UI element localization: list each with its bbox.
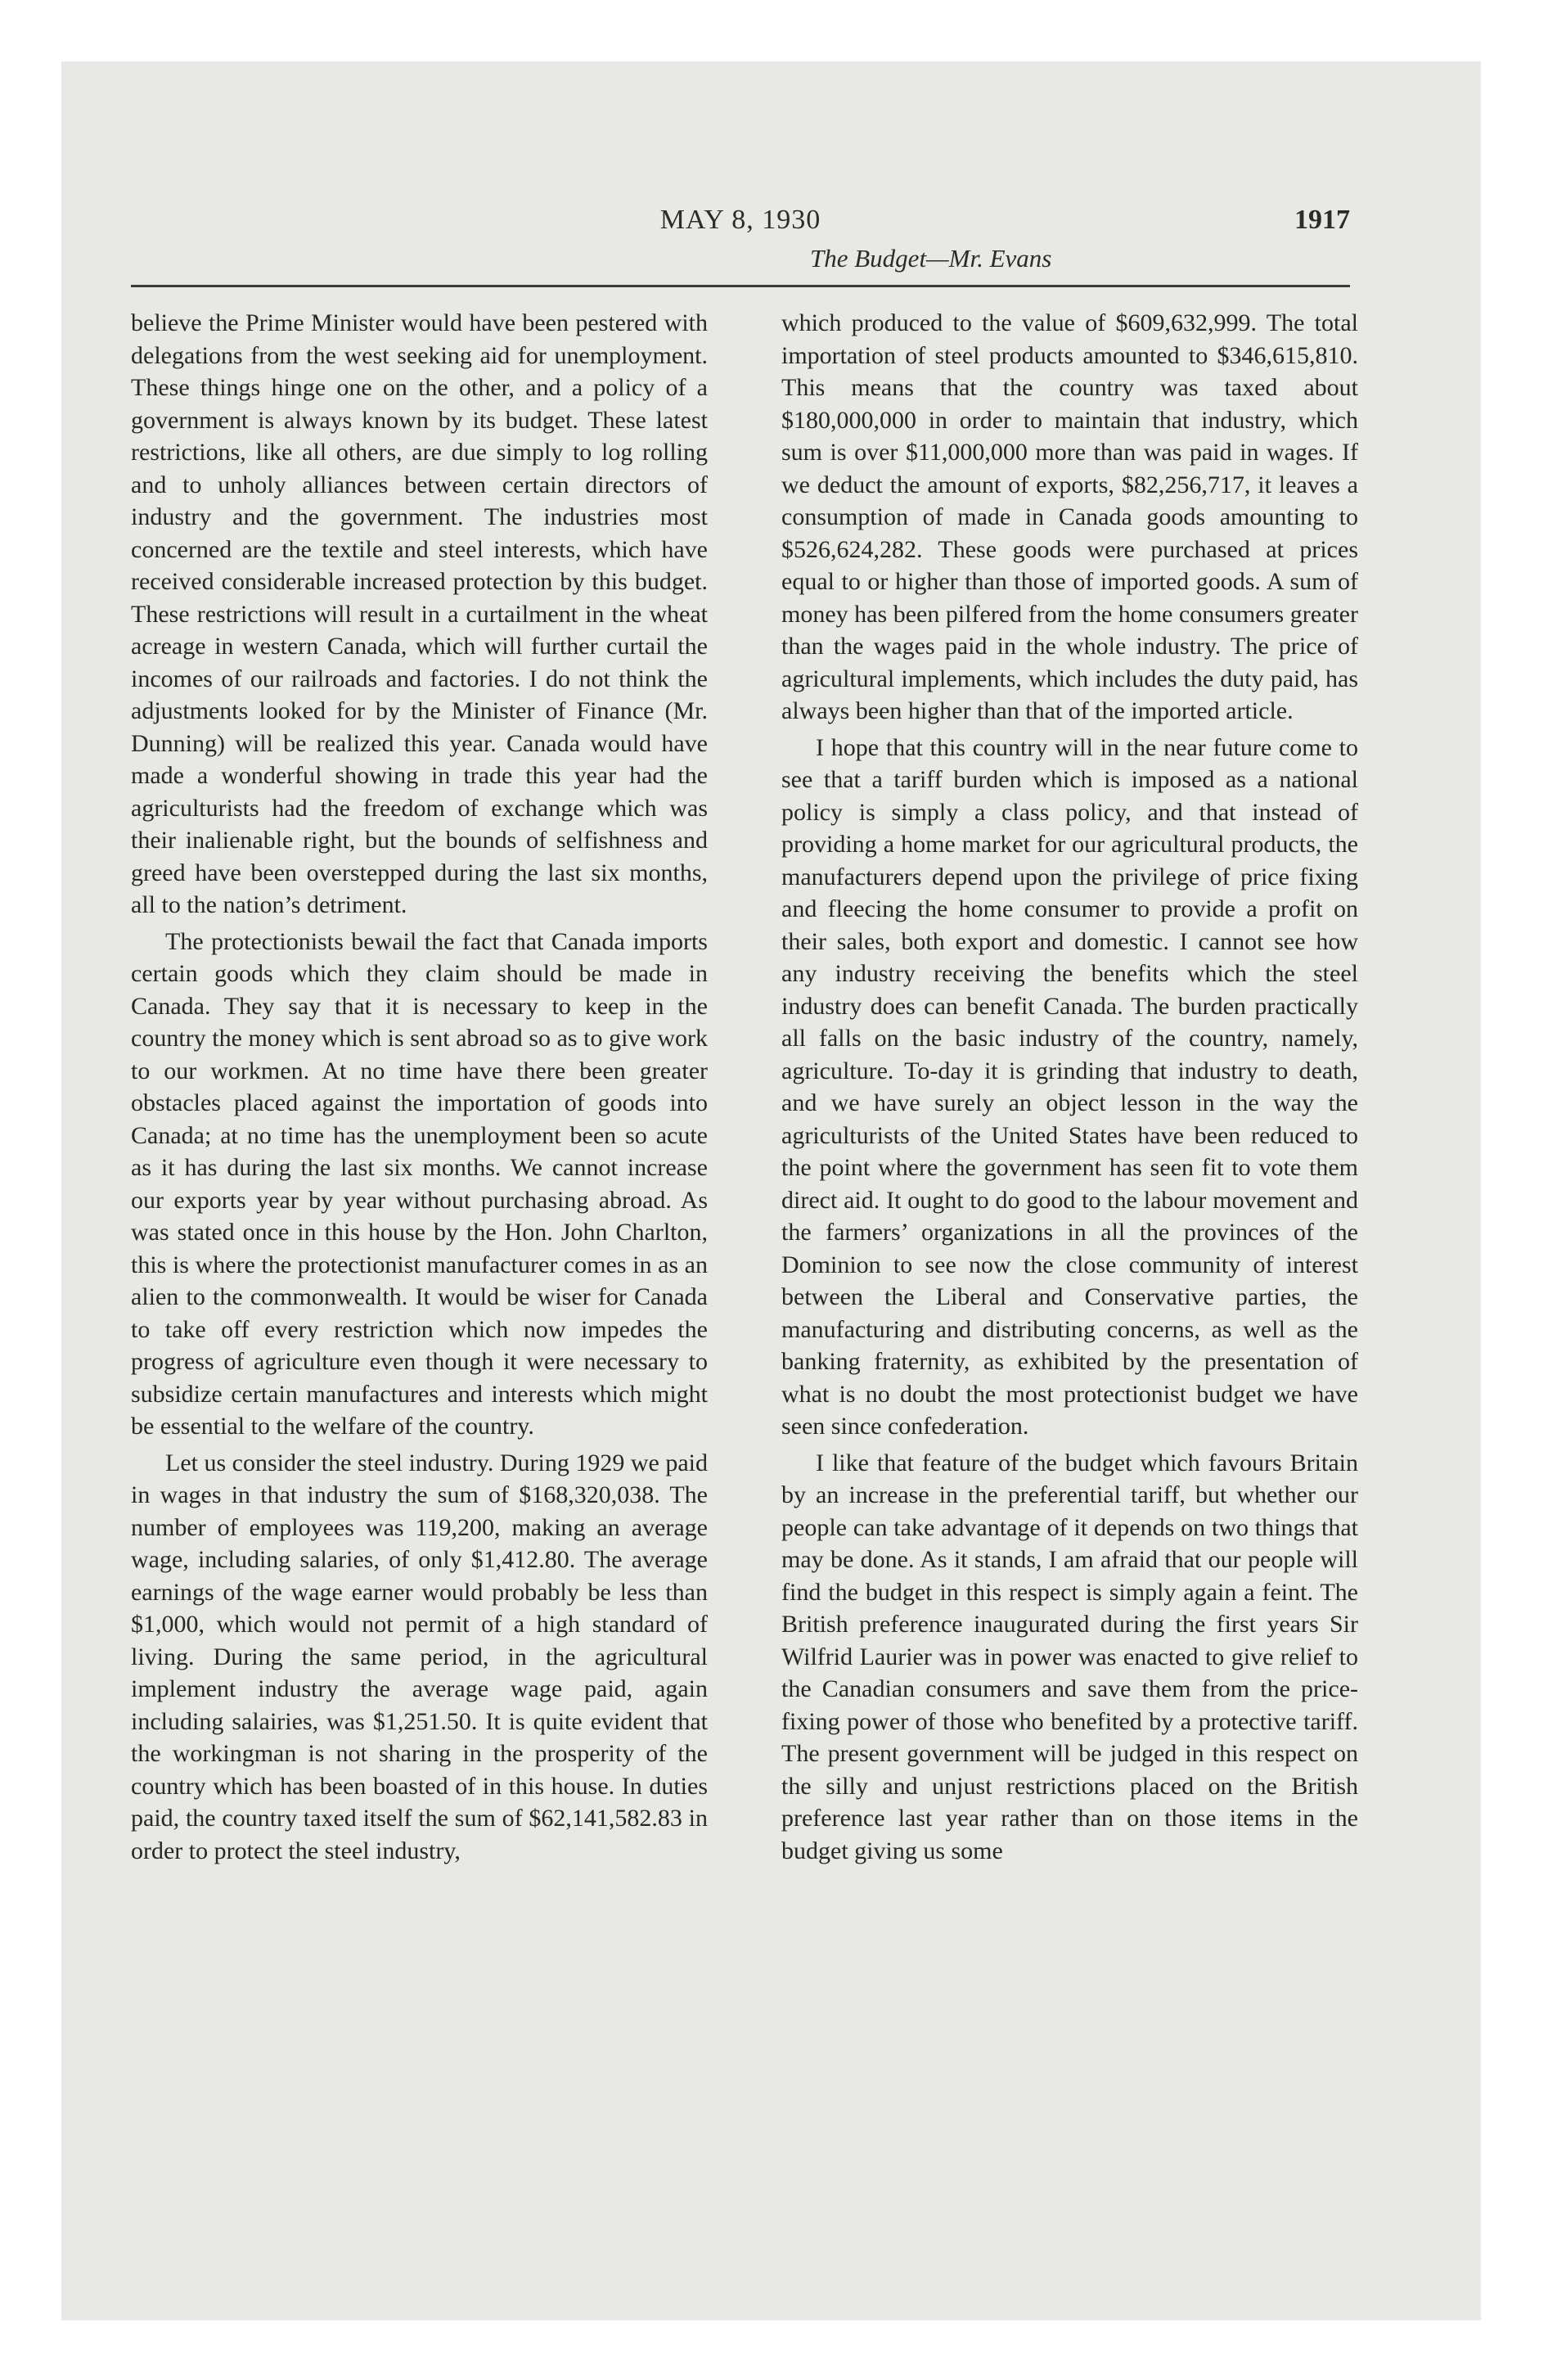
page-date: MAY 8, 1930 [659, 205, 821, 235]
paragraph: I hope that this country will in the near future come to see that a tariff burden which is imposed as a national policy is simply a class policy, and that instead of providing a home market for our agricultural products, the manufacturers depend upon the privilege of price fixing and fleecing the home consumer to provide a profit on their sales, both export and domestic. I cannot see how any industry receiving the benefits which the steel industry does can benefit Canada. The burden practically all falls on the basic industry of the country, namely, agriculture. To-day it is grinding that industry to death, and we have surely an object lesson in the way the agriculturists of the United States have been reduced to the point where the government has seen fit to vote them direct aid. It ought to do good to the labour movement and the farmers’ organizations in all the provinces of the Dominion to see now the close community of interest between the Liberal and Conservative parties, the manufacturing and distributing concerns, as well as the banking fraternity, as exhibited by the presentation of what is no doubt the most protectionist budget we have seen since confederation. [781, 733, 1358, 1440]
paragraph: believe the Prime Minister would have been pestered with delegations from the west seeking aid for unemployment. These things hinge one on the other, and a policy of a government is always known by its budget. These latest restrictions, like all others, are due simply to log rolling and to unholy alliances between certain directors of industry and the government. The industries most concerned are the textile and steel interests, which have received considerable increased protection by this budget. These restrictions will result in a curtailment in the wheat acreage in western Canada, which will further curtail the incomes of our railroads and factories. I do not think the adjustments looked for by the Minister of Finance (Mr. Dunning) will be realized this year. Canada would have made a wonderful showing in trade this year had the agriculturists had the freedom of exchange which was their inalienable right, but the bounds of selfishness and greed have been overstepped during the last six months, all to the nation’s detriment. [131, 309, 708, 918]
left-column [131, 307, 708, 1867]
paragraph: which produced to the value of $609,632,999. The total importation of steel products amounted to $346,615,810. This means that the country was taxed about $180,000,000 in order to maintain that industry, which sum is over $11,000,000 more than was paid in wages. If we deduct the amount of exports, $82,256,717, it leaves a consumption of made in Canada goods amounting to $526,624,282. These goods were purchased at prices equal to or higher than those of imported goods. A sum of money has been pilfered from the home consumers greater than the wages paid in the whole industry. The price of agricultural implements, which includes the duty paid, has always been higher than that of the imported article. [781, 309, 1358, 724]
page-number: 1917 [1294, 205, 1350, 235]
right-column [781, 307, 1358, 1867]
paragraph: Let us consider the steel industry. During 1929 we paid in wages in that industry the sum of $168,320,038. The number of employees was 119,200, making an average wage, including salaries, of only $1,412.80. The average earnings of the wage earner would probably be less than $1,000, which would not permit of a high standard of living. During the same period, in the agricultural implement industry the average wage paid, again including salairies, was $1,251.50. It is quite evident that the workingman is not sharing in the prosperity of the country which has been boasted of in this house. In duties paid, the country taxed itself the sum of $62,141,582.83 in order to protect the steel industry, [131, 1449, 708, 1864]
paragraph: I like that feature of the budget which favours Britain by an increase in the preferential tariff, but whether our people can take advantage of it depends on two things that may be done. As it stands, I am afraid that our people will find the budget in this respect is simply again a feint. The British preference inaugurated during the first years Sir Wilfrid Laurier was in power was enacted to give relief to the Canadian consumers and save them from the price-fixing power of those who benefited by a protective tariff. The present government will be judged in this respect on the silly and unjust restrictions placed on the British preference last year rather than on those items in the budget giving us some [781, 1449, 1358, 1864]
page-header [131, 188, 1350, 295]
running-title: The Budget—Mr. Evans [810, 244, 1052, 273]
paragraph: The protectionists bewail the fact that Canada imports certain goods which they claim should be made in Canada. They say that it is necessary to keep in the country the money which is sent abroad so as to give work to our workmen. At no time have there been greater obstacles placed against the importation of goods into Canada; at no time has the unemployment been so acute as it has during the last six months. We cannot increase our exports year by year without purchasing abroad. As was stated once in this house by the Hon. John Charlton, this is where the protectionist manufacturer comes in as an alien to the commonwealth. It would be wiser for Canada to take off every restriction which now impedes the progress of agriculture even though it were necessary to subsidize certain manufactures and interests which might be essential to the welfare of the country. [131, 927, 708, 1440]
header-rule [131, 285, 1350, 287]
